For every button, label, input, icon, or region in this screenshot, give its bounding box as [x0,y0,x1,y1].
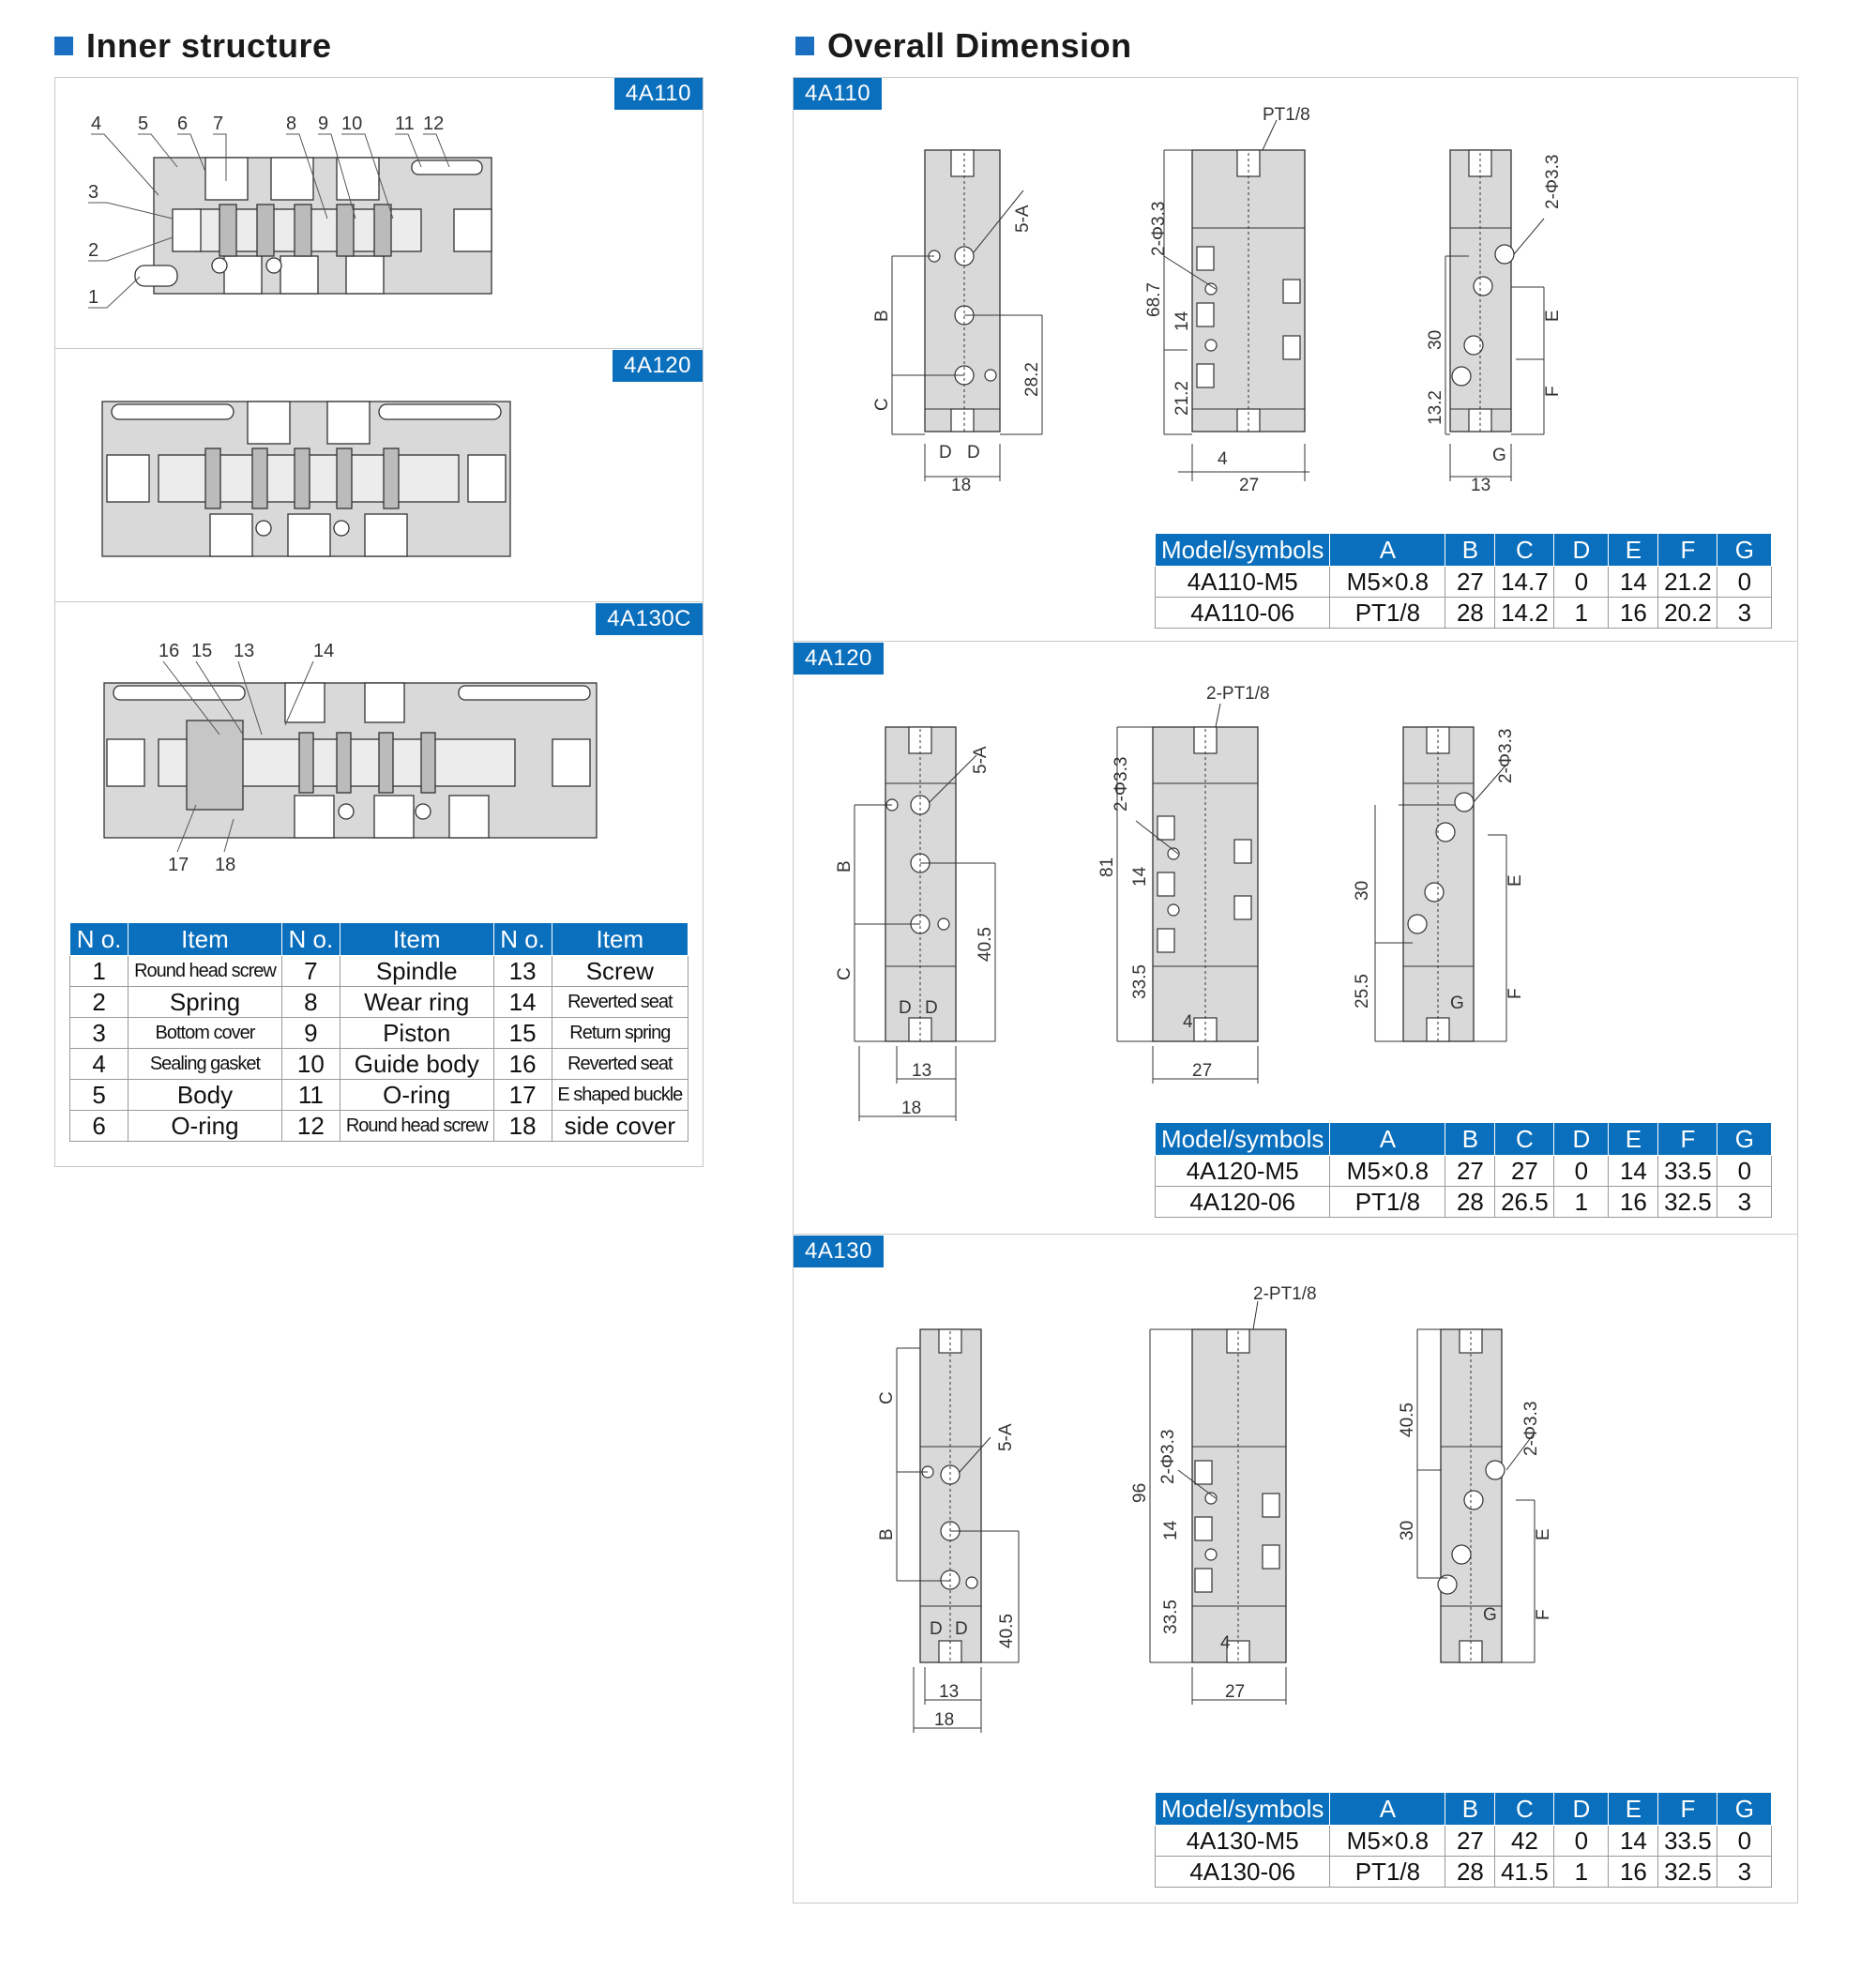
badge-4a120-inner: 4A120 [613,350,703,382]
callout-7: 7 [213,114,224,134]
inner-diagram-4a110 [55,78,703,350]
svg-text:4: 4 [1218,449,1228,469]
svg-text:F: F [1505,988,1525,999]
inner-diagram-4a120 [55,350,703,603]
dim-table-4a130 [1155,1792,1772,1888]
svg-text:2-PT1/8: 2-PT1/8 [1253,1284,1317,1304]
svg-text:21.2: 21.2 [1172,381,1192,416]
svg-text:PT1/8: PT1/8 [1263,105,1310,125]
table-row: 5 Body 11 O-ring 17 E shaped buckle [70,1080,688,1111]
header-no: N o. [493,923,552,956]
table-row: 4A130-06 PT1/8 28 41.5 1 16 32.5 3 [1156,1857,1772,1888]
parts-table-header [70,923,688,956]
svg-text:96: 96 [1130,1482,1150,1503]
table-row: 2 Spring 8 Wear ring 14 Reverted seat [70,987,688,1018]
svg-text:E: E [1543,310,1563,322]
badge-4a130c-inner: 4A130C [596,603,703,635]
svg-text:13: 13 [939,1682,960,1702]
dim-table-4a110 [1155,533,1772,629]
svg-text:5-A: 5-A [971,746,991,774]
header-item: Item [340,923,493,956]
divider [55,348,703,349]
svg-text:F: F [1543,386,1563,397]
svg-text:2-Φ3.3: 2-Φ3.3 [1521,1401,1541,1456]
divider [794,1234,1797,1235]
svg-text:68.7: 68.7 [1144,282,1164,317]
dim-table-header: Model/symbols A B C D E F G [1156,534,1772,567]
dim-table-4a120 [1155,1122,1772,1218]
table-row: 3 Bottom cover 9 Piston 15 Return spring [70,1018,688,1049]
callout-18: 18 [215,855,236,875]
svg-text:33.5: 33.5 [1161,1600,1181,1634]
svg-text:14: 14 [1161,1520,1181,1540]
svg-text:27: 27 [1192,1061,1213,1081]
table-row: 4 Sealing gasket 10 Guide body 16 Reverted seat [70,1049,688,1080]
svg-text:B: B [872,310,892,322]
callout-17: 17 [168,855,189,875]
callout-14: 14 [313,641,335,661]
svg-text:18: 18 [934,1710,955,1730]
svg-text:14: 14 [1172,311,1192,331]
svg-text:2-Φ3.3: 2-Φ3.3 [1158,1429,1178,1484]
svg-text:13: 13 [912,1061,932,1081]
svg-text:D: D [955,1619,968,1639]
callout-13: 13 [234,641,255,661]
overall-dimension-panel [793,77,1798,1904]
svg-text:18: 18 [951,476,972,495]
svg-text:30: 30 [1353,880,1372,901]
svg-text:C: C [872,398,892,411]
svg-text:27: 27 [1239,476,1260,495]
callout-5: 5 [138,114,149,134]
svg-text:B: B [877,1528,897,1540]
badge-4a110: 4A110 [794,78,882,110]
svg-text:F: F [1534,1609,1553,1620]
table-row: 4A120-M5 M5×0.8 27 27 0 14 33.5 0 [1156,1156,1772,1187]
svg-text:2-PT1/8: 2-PT1/8 [1206,684,1270,704]
svg-text:D: D [899,998,912,1018]
svg-text:G: G [1492,446,1506,465]
callout-3: 3 [88,182,99,203]
divider [55,601,703,602]
svg-text:13: 13 [1471,476,1491,495]
svg-text:2-Φ3.3: 2-Φ3.3 [1496,728,1516,783]
svg-text:18: 18 [901,1099,922,1118]
table-row: 4A110-M5 M5×0.8 27 14.7 0 14 21.2 0 [1156,567,1772,598]
callout-6: 6 [177,114,189,134]
header-no: N o. [281,923,340,956]
svg-text:40.5: 40.5 [997,1614,1017,1648]
title-bullet-icon [795,37,814,55]
svg-text:2-Φ3.3: 2-Φ3.3 [1543,154,1563,209]
header-item: Item [552,923,688,956]
inner-structure-title: Inner structure [54,23,332,69]
svg-text:G: G [1483,1605,1497,1625]
svg-text:4: 4 [1220,1633,1231,1653]
svg-text:E: E [1505,874,1525,887]
overall-dimension-title: Overall Dimension [795,23,1132,69]
svg-text:D: D [930,1619,943,1639]
inner-structure-panel [54,77,704,1167]
callout-15: 15 [191,641,213,661]
table-row: 4A110-06 PT1/8 28 14.2 1 16 20.2 3 [1156,598,1772,629]
svg-text:E: E [1534,1528,1553,1540]
callout-9: 9 [318,114,329,134]
svg-text:81: 81 [1097,857,1117,877]
inner-diagram-4a130c [55,603,703,885]
callout-8: 8 [286,114,297,134]
svg-text:28.2: 28.2 [1022,362,1042,397]
table-row: 4A120-06 PT1/8 28 26.5 1 16 32.5 3 [1156,1187,1772,1218]
svg-text:C: C [835,967,855,980]
callout-11: 11 [395,114,415,134]
svg-text:4: 4 [1183,1012,1193,1032]
callout-10: 10 [341,114,363,134]
svg-text:33.5: 33.5 [1130,964,1150,999]
svg-text:40.5: 40.5 [976,927,995,962]
svg-text:B: B [835,860,855,872]
svg-text:2-Φ3.3: 2-Φ3.3 [1149,201,1169,256]
header-item: Item [129,923,282,956]
badge-4a110-inner: 4A110 [614,78,703,110]
title-bullet-icon [54,37,73,55]
svg-text:C: C [877,1391,897,1404]
svg-text:2-Φ3.3: 2-Φ3.3 [1112,756,1131,812]
svg-text:40.5: 40.5 [1398,1403,1417,1437]
svg-text:30: 30 [1426,329,1445,350]
callout-12: 12 [423,114,445,134]
dim-table-header: Model/symbols A B C D E F G [1156,1793,1772,1826]
badge-4a120: 4A120 [794,643,884,675]
callout-4: 4 [91,114,102,134]
callout-16: 16 [159,641,180,661]
parts-table [69,922,688,1142]
svg-text:5-A: 5-A [1013,205,1033,233]
svg-text:30: 30 [1398,1520,1417,1540]
divider [794,641,1797,642]
table-row: 1 Round head screw 7 Spindle 13 Screw [70,956,688,987]
svg-text:D: D [939,443,952,463]
callout-2: 2 [88,240,99,261]
svg-text:D: D [925,998,938,1018]
callout-1: 1 [88,287,99,308]
dim-table-header: Model/symbols A B C D E F G [1156,1123,1772,1156]
svg-text:13.2: 13.2 [1426,390,1445,425]
svg-text:14: 14 [1130,866,1150,887]
svg-text:27: 27 [1225,1682,1246,1702]
svg-text:25.5: 25.5 [1353,974,1372,1009]
table-row: 6 O-ring 12 Round head screw 18 side cover [70,1111,688,1142]
svg-text:5-A: 5-A [996,1423,1016,1451]
header-no: N o. [70,923,129,956]
table-row: 4A130-M5 M5×0.8 27 42 0 14 33.5 0 [1156,1826,1772,1857]
svg-text:D: D [967,443,980,463]
svg-text:G: G [1450,994,1464,1013]
badge-4a130: 4A130 [794,1236,884,1267]
